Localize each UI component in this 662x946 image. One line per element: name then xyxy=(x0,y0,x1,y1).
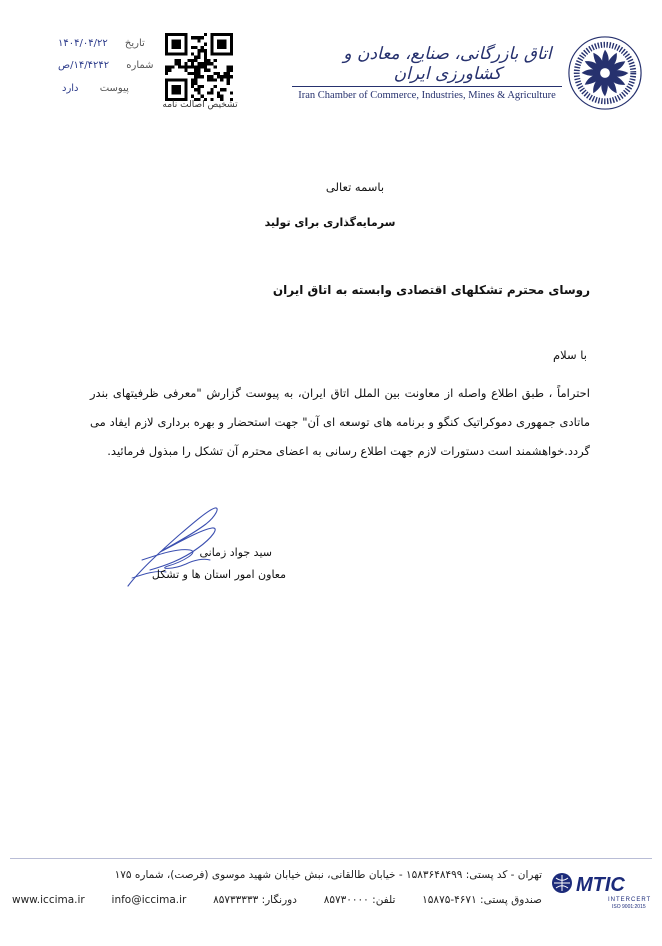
certification-logo-icon xyxy=(548,868,656,914)
footer-website[interactable]: www.iccima.ir xyxy=(12,894,85,906)
cert-sub: INTERCERT xyxy=(608,897,652,903)
number-label: شماره xyxy=(126,60,154,71)
date-label: تاریخ xyxy=(124,38,145,49)
attachment-value: دارد xyxy=(62,83,79,94)
body-line-2: ماتادی جمهوری دموکراتیک کنگو و برنامه های توسعه ای آن" جهت استحضار و بهره برداری لازم ایفاد می xyxy=(90,415,590,429)
footer-pobox: صندوق پستی: ۴۶۷۱-۱۵۸۷۵ xyxy=(422,894,542,906)
attachment-label: پیوست xyxy=(99,83,129,94)
footer-fax: دورنگار: ۸۵۷۳۳۳۳۳ xyxy=(213,894,297,906)
letter-greeting: با سلام xyxy=(553,348,587,362)
header-divider xyxy=(292,86,562,87)
body-line-3: گردد.خواهشمند است دستورات لازم جهت اطلاع رسانی به اعضای محترم آن تشکل را مبذول فرمائید. xyxy=(107,444,590,458)
footer-contact-row xyxy=(12,894,542,906)
footer-divider xyxy=(10,858,652,859)
chamber-name-fa: اتاق بازرگانی، صنایع، معادن و کشاورزی ایران xyxy=(343,44,552,84)
cert-brand: MTIC xyxy=(576,874,625,896)
attachment-field xyxy=(62,83,129,94)
chamber-logo-icon xyxy=(566,34,644,112)
cert-standard: ISO 9001:2015 xyxy=(612,904,646,910)
signer-name: سید جواد زمانی xyxy=(199,546,272,559)
number-value: ۱۴/۴۲۴۲/ص xyxy=(58,60,110,71)
footer-address: تهران - کد پستی: ۱۵۸۳۶۴۸۴۹۹ - خیابان طالقانی، نبش خیابان شهید موسوی (فرصت)، شماره ۱۷۵ xyxy=(114,869,542,881)
chamber-name-en: Iran Chamber of Commerce, Industries, Mines & Agriculture xyxy=(298,90,556,101)
letter-addressee: روسای محترم تشکلهای اقتصادی وابسته به اتاق ایران xyxy=(272,283,590,297)
qr-code-icon xyxy=(165,33,233,101)
signer-title: معاون امور استان ها و تشکل xyxy=(151,568,286,581)
qr-caption: تشخیص اصالت نامه xyxy=(162,100,238,110)
body-line-1: احتراماً ، طبق اطلاع واصله از معاونت بین الملل اتاق ایران، به پیوست گزارش "معرفی ظرفیتهای بندر xyxy=(90,386,590,400)
letter-subject: سرمایه‌گذاری برای تولید xyxy=(264,216,396,229)
bismillah: باسمه تعالی xyxy=(325,180,385,194)
number-field xyxy=(58,60,154,71)
date-field xyxy=(58,38,145,49)
footer-phone: تلفن: ۸۵۷۳۰۰۰۰ xyxy=(323,894,396,906)
footer-email[interactable]: info@iccima.ir xyxy=(111,894,187,906)
date-value: ۱۴۰۴/۰۴/۲۲ xyxy=(58,38,108,49)
